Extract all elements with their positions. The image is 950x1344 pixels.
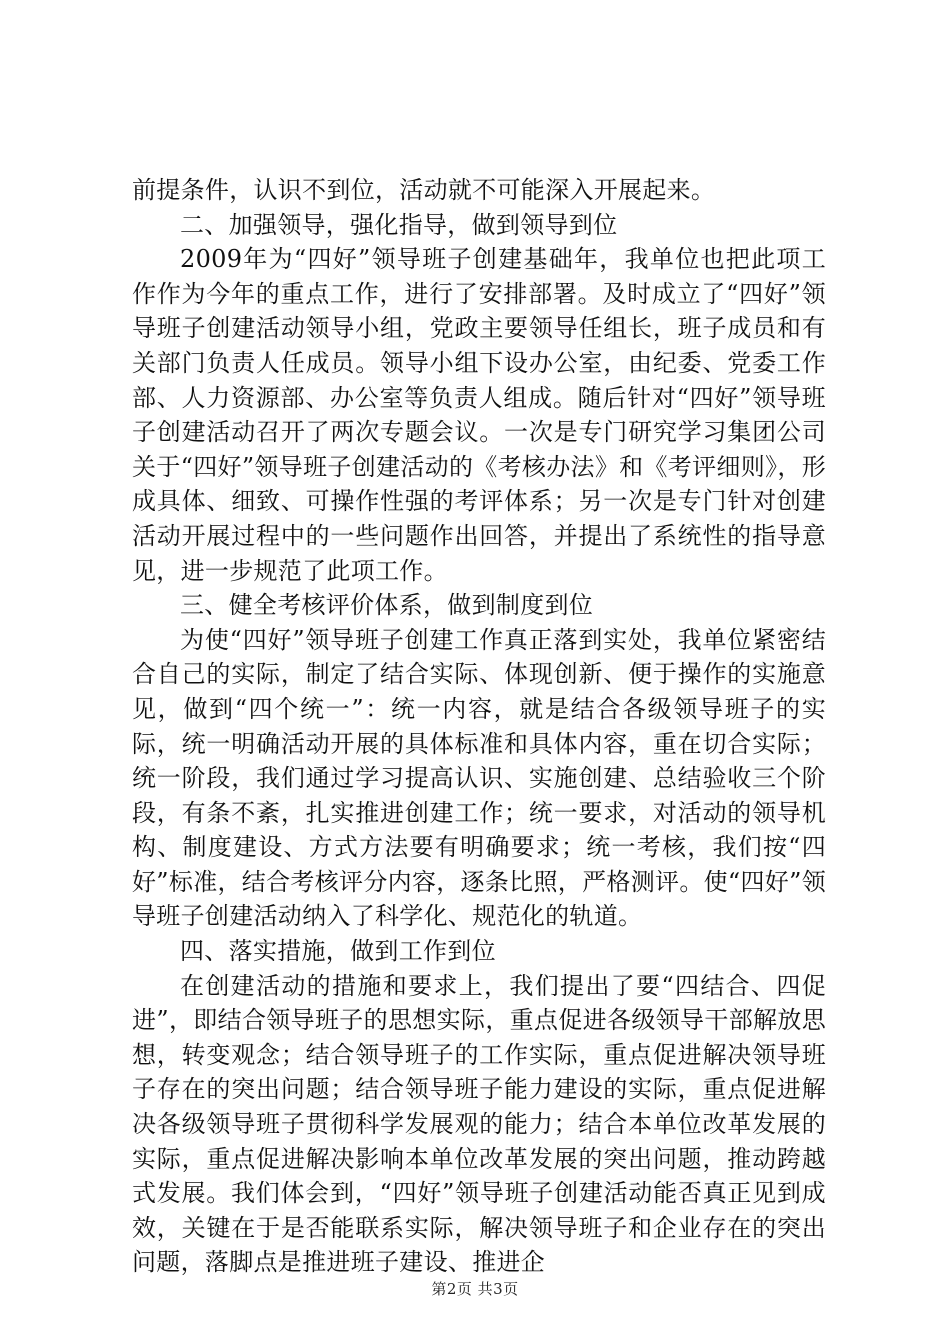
section-heading-3: 三、健全考核评价体系，做到制度到位: [180, 591, 594, 620]
section-heading-4: 四、落实措施，做到工作到位: [180, 937, 496, 966]
paragraph-continuation: 前提条件，认识不到位，活动就不可能深入开展起来。: [132, 176, 716, 204]
paragraph-leadership: 2009年为“四好”领导班子创建基础年，我单位也把此项工作作为今年的重点工作，进行了安排部署。及时成立了“四好”领导班子创建活动领导小组，党政主要领导任组长，班子成员和有关部门负责人任成员。领导小组下设办公室，由纪委、党委工作部、人力资源部、办公室等负责人组成。随后针对“四好”领导班子创建活动召开了两次专题会议。一次是专门研究学习集团公司关于“四好”领导班子创建活动的《考核办法》和《考评细则》，形成具体、细致、可操作性强的考评体系；另一次是专门针对创建活动开展过程中的一些问题作出回答，并提出了系统性的指导意见，进一步规范了此项工作。: [132, 245, 826, 585]
paragraph-evaluation-system: 为使“四好”领导班子创建工作真正落到实处，我单位紧密结合自己的实际，制定了结合实际、体现创新、便于操作的实施意见，做到“四个统一”：统一内容，就是结合各级领导班子的实际，统一明确活动开展的具体标准和具体内容，重在切合实际；统一阶段，我们通过学习提高认识、实施创建、总结验收三个阶段，有条不紊，扎实推进创建工作；统一要求，对活动的领导机构、制度建设、方式方法要有明确要求；统一考核，我们按“四好”标准，结合考核评分内容，逐条比照，严格测评。使“四好”领导班子创建活动纳入了科学化、规范化的轨道。: [132, 625, 826, 931]
document-body: [132, 173, 826, 1280]
section-heading-2: 二、加强领导，强化指导，做到领导到位: [180, 210, 618, 239]
page-footer: 第2页 共3页: [431, 1280, 519, 1298]
paragraph-measures: 在创建活动的措施和要求上，我们提出了要“四结合、四促进”，即结合领导班子的思想实际，重点促进各级领导干部解放思想，转变观念；结合领导班子的工作实际，重点促进解决领导班子存在的突出问题；结合领导班子能力建设的实际，重点促进解决各级领导班子贯彻科学发展观的能力；结合本单位改革发展的实际，重点促进解决影响本单位改革发展的突出问题，推动跨越式发展。我们体会到，“四好”领导班子创建活动能否真正见到成效，关键在于是否能联系实际，解决领导班子和企业存在的突出问题，落脚点是推进班子建设、推进企: [132, 971, 826, 1277]
